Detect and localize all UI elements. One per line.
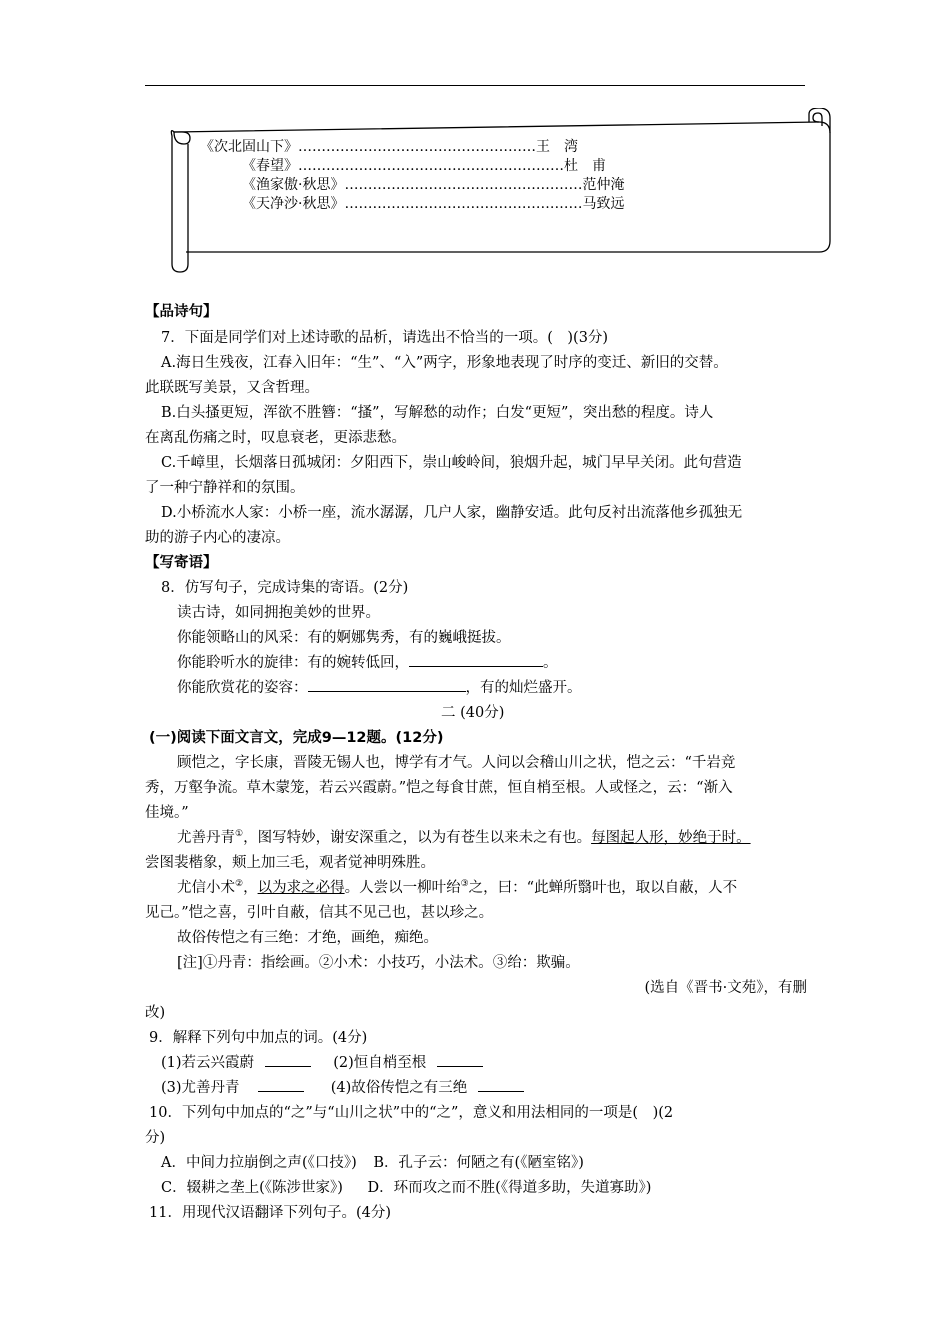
fill-text: ，有的灿烂盛开。 bbox=[465, 680, 582, 696]
question-8: 8．仿写句子，完成诗集的寄语。(2分) bbox=[161, 580, 409, 596]
passage-text: 尤善丹青 bbox=[177, 830, 235, 846]
answer-blank[interactable] bbox=[258, 1077, 304, 1092]
toc-row bbox=[242, 176, 624, 195]
toc-title: 《天净沙·秋思》 bbox=[242, 196, 345, 212]
toc-dots: …………………………………………… bbox=[344, 196, 583, 212]
option-c-cont: 了一种宁静祥和的氛围。 bbox=[145, 480, 305, 496]
passage-text: ， bbox=[243, 880, 258, 896]
section-heading: 【写寄语】 bbox=[145, 555, 218, 571]
option-d-cont: 助的游子内心的凄凉。 bbox=[145, 530, 290, 546]
footnote-mark: ① bbox=[235, 829, 244, 840]
source-note: (选自《晋书·文苑》，有删 bbox=[644, 980, 807, 996]
answer-blank[interactable] bbox=[265, 1052, 311, 1067]
toc-title: 《渔家傲·秋思》 bbox=[242, 177, 345, 193]
poem-list bbox=[200, 138, 624, 214]
q9-item: (4)故俗传恺之有三绝 bbox=[330, 1080, 468, 1096]
toc-row bbox=[242, 157, 624, 176]
q9-items bbox=[161, 1076, 524, 1097]
fill-text: 你能聆听水的旋律：有的婉转低回， bbox=[177, 655, 409, 671]
answer-blank[interactable] bbox=[308, 677, 466, 692]
toc-title: 《春望》 bbox=[242, 158, 298, 174]
q10-options bbox=[161, 1151, 584, 1172]
passage-line: 故俗传恺之有三绝：才绝，画绝，痴绝。 bbox=[177, 930, 438, 946]
subsection-heading: (一)阅读下面文言文，完成9—12题。(12分) bbox=[149, 730, 444, 746]
underlined-sentence: 以为求之必得 bbox=[257, 880, 345, 896]
option-d: D．环而攻之而不胜(《得道多助，失道寡助》) bbox=[367, 1180, 652, 1196]
passage-line: 佳境。” bbox=[145, 805, 189, 821]
question-10: 10．下列句中加点的“之”与“山川之状”中的“之”，意义和用法相同的一项是( )(2 bbox=[149, 1105, 674, 1121]
source-note-cont: 改) bbox=[145, 1005, 166, 1021]
toc-dots: ………………………………………………… bbox=[298, 158, 564, 174]
q9-item: (2)恒自梢至根 bbox=[333, 1055, 427, 1071]
passage-line: 尝图裴楷象，颊上加三毛，观者觉神明殊胜。 bbox=[145, 855, 435, 871]
toc-author: 杜 甫 bbox=[564, 158, 606, 174]
toc-dots: …………………………………………… bbox=[344, 177, 583, 193]
toc-author: 王 湾 bbox=[536, 139, 578, 155]
question-11: 11．用现代汉语翻译下列句子。(4分) bbox=[149, 1205, 391, 1221]
answer-blank[interactable] bbox=[409, 652, 543, 667]
passage-line bbox=[177, 826, 751, 847]
fill-line bbox=[177, 676, 582, 697]
passage-text: 。人尝以一柳叶绐 bbox=[344, 880, 461, 896]
underlined-sentence: 每图起人形，妙绝于时。 bbox=[591, 830, 751, 846]
footnote: [注]①丹青：指绘画。②小术：小技巧，小法术。③绐：欺骗。 bbox=[177, 955, 580, 971]
part-heading: 二 (40分) bbox=[441, 705, 505, 721]
toc-title: 《次北固山下》 bbox=[200, 139, 298, 155]
passage-text: 尤信小术 bbox=[177, 880, 235, 896]
option-c: C.千嶂里，长烟落日孤城闭：夕阳西下，崇山峻岭间，狼烟升起，城门早早关闭。此句营造 bbox=[161, 455, 742, 471]
toc-row bbox=[242, 195, 624, 214]
option-b: B.白头搔更短，浑欲不胜簪：“搔”，写解愁的动作；白发“更短”，突出愁的程度。诗人 bbox=[161, 405, 714, 421]
fill-text: 。 bbox=[543, 655, 558, 671]
option-c: C．辍耕之垄上(《陈涉世家》) bbox=[161, 1180, 343, 1196]
fill-line bbox=[177, 651, 558, 672]
passage-line: 秀，万壑争流。草木蒙笼，若云兴霞蔚。”恺之每食甘蔗，恒自梢至根。人或怪之，云：“渐入 bbox=[145, 780, 733, 796]
toc-author: 范仲淹 bbox=[582, 177, 625, 193]
toc-dots: …………………………………………… bbox=[298, 139, 536, 155]
passage-text: 之，曰：“此蝉所翳叶也，取以自蔽，人不 bbox=[468, 880, 738, 896]
passage-line bbox=[177, 876, 737, 897]
section-heading: 【品诗句】 bbox=[145, 304, 218, 320]
toc-author: 马致远 bbox=[582, 196, 625, 212]
question-9: 9．解释下列句中加点的词。(4分) bbox=[149, 1030, 368, 1046]
passage-line: 顾恺之，字长康，晋陵无锡人也，博学有才气。人问以会稽山川之状，恺之云：“千岩竞 bbox=[177, 755, 736, 771]
option-a: A．中间力拉崩倒之声(《口技》) bbox=[161, 1155, 357, 1171]
question-7: 7．下面是同学们对上述诗歌的品析，请选出不恰当的一项。( )(3分) bbox=[161, 330, 609, 346]
prompt-line: 你能领略山的风采：有的婀娜隽秀，有的巍峨挺拔。 bbox=[177, 630, 511, 646]
fill-text: 你能欣赏花的姿容： bbox=[177, 680, 308, 696]
q9-items bbox=[161, 1051, 483, 1072]
footnote-mark: ② bbox=[235, 879, 244, 890]
q9-item: (3)尤善丹青 bbox=[161, 1080, 240, 1096]
answer-blank[interactable] bbox=[437, 1052, 483, 1067]
option-a-cont: 此联既写美景，又含哲理。 bbox=[145, 380, 319, 396]
passage-line: 见己。”恺之喜，引叶自蔽，信其不见己也，甚以珍之。 bbox=[145, 905, 494, 921]
answer-blank[interactable] bbox=[478, 1077, 524, 1092]
option-b-cont: 在离乱伤痛之时，叹息衰老，更添悲愁。 bbox=[145, 430, 406, 446]
question-10-cont: 分) bbox=[145, 1130, 166, 1146]
passage-text: ，图写特妙，谢安深重之，以为有苍生以来未之有也。 bbox=[243, 830, 592, 846]
q10-options bbox=[161, 1176, 651, 1197]
footnote-mark: ③ bbox=[460, 879, 469, 890]
option-d: D.小桥流水人家：小桥一座，流水潺潺，几户人家，幽静安适。此句反衬出流落他乡孤独无 bbox=[161, 505, 743, 521]
option-a: A.海日生残夜，江春入旧年：“生”、“入”两字，形象地表现了时序的变迁、新旧的交替。 bbox=[161, 355, 728, 371]
prompt-line: 读古诗，如同拥抱美妙的世界。 bbox=[177, 605, 380, 621]
q9-item: (1)若云兴霞蔚 bbox=[161, 1055, 255, 1071]
header-rule bbox=[145, 85, 805, 86]
toc-row bbox=[200, 138, 624, 157]
option-b: B．孔子云：何陋之有(《陋室铭》) bbox=[373, 1155, 584, 1171]
